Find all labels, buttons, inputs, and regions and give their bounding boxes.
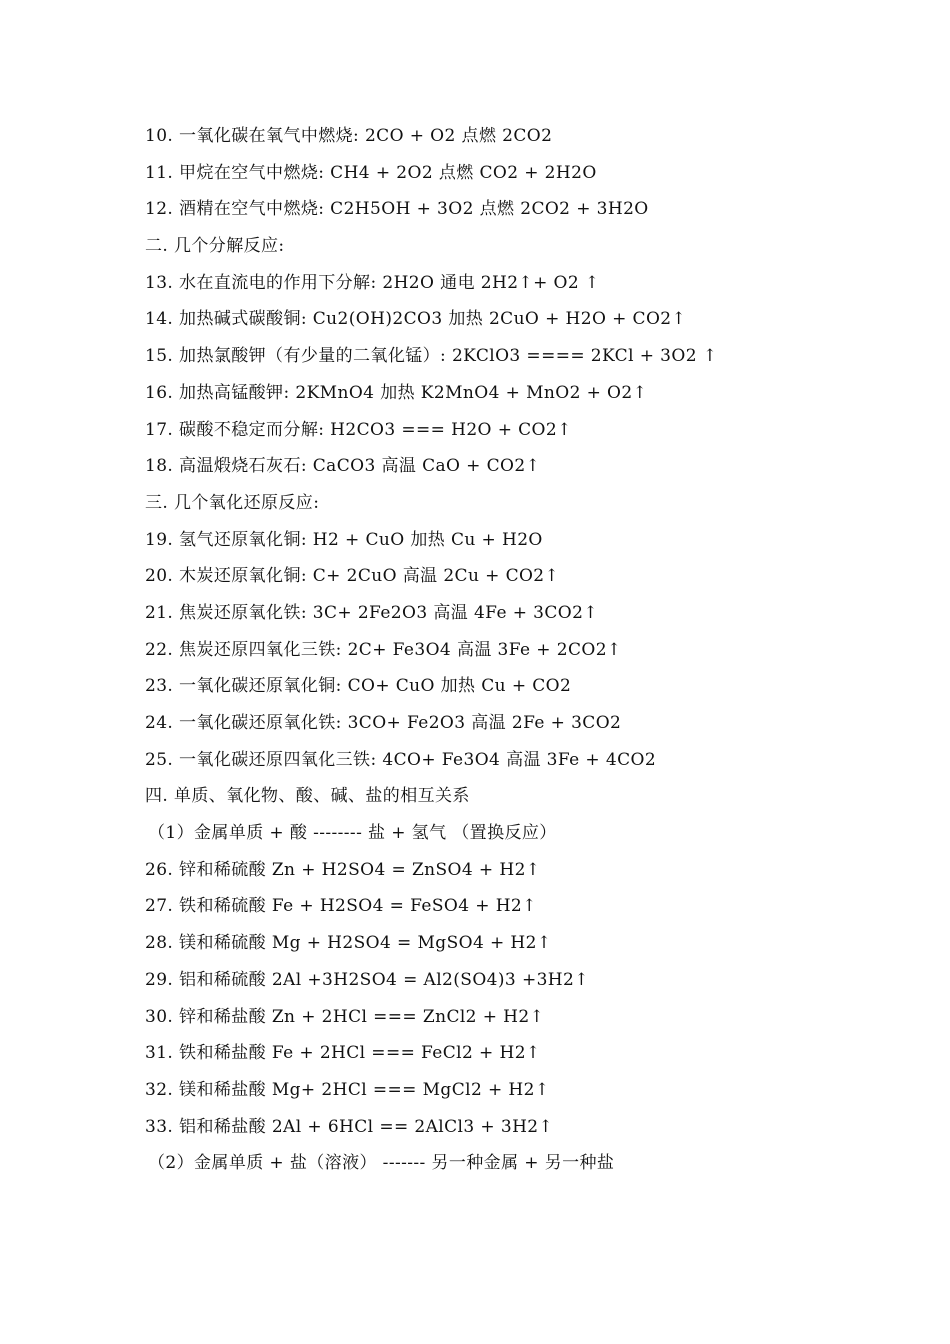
section-heading: 二. 几个分解反应: xyxy=(145,236,285,257)
text-line: 17. 碳酸不稳定而分解: H2CO3 === H2O + CO2↑ xyxy=(145,419,572,440)
text-line: 24. 一氧化碳还原氧化铁: 3CO+ Fe2O3 高温 2Fe + 3CO2 xyxy=(145,713,622,733)
text-line: 22. 焦炭还原四氧化三铁: 2C+ Fe3O4 高温 3Fe + 2CO2↑ xyxy=(145,639,622,660)
text-line: 29. 铝和稀硫酸 2Al +3H2SO4 = Al2(SO4)3 +3H2↑ xyxy=(145,969,589,990)
text-line: 23. 一氧化碳还原氧化铜: CO+ CuO 加热 Cu + CO2 xyxy=(145,676,572,697)
text-line: 26. 锌和稀硫酸 Zn + H2SO4 = ZnSO4 + H2↑ xyxy=(145,859,541,880)
section-heading: 四. 单质、氧化物、酸、碱、盐的相互关系 xyxy=(145,786,470,807)
subsection-heading: （1）金属单质 + 酸 -------- 盐 + 氢气 （置换反应） xyxy=(148,823,557,844)
subsection-heading: （2）金属单质 + 盐（溶液） ------- 另一种金属 + 另一种盐 xyxy=(148,1153,615,1174)
text-line: 20. 木炭还原氧化铜: C+ 2CuO 高温 2Cu + CO2↑ xyxy=(145,566,560,587)
text-line: 12. 酒精在空气中燃烧: C2H5OH + 3O2 点燃 2CO2 + 3H2O xyxy=(145,199,649,220)
text-line: 11. 甲烷在空气中燃烧: CH4 + 2O2 点燃 CO2 + 2H2O xyxy=(145,162,597,183)
text-line: 30. 锌和稀盐酸 Zn + 2HCl === ZnCl2 + H2↑ xyxy=(145,1006,545,1027)
text-line: 13. 水在直流电的作用下分解: 2H2O 通电 2H2↑+ O2 ↑ xyxy=(145,272,600,293)
text-line: 19. 氢气还原氧化铜: H2 + CuO 加热 Cu + H2O xyxy=(145,529,543,550)
text-line: 27. 铁和稀硫酸 Fe + H2SO4 = FeSO4 + H2↑ xyxy=(145,896,537,917)
text-line: 28. 镁和稀硫酸 Mg + H2SO4 = MgSO4 + H2↑ xyxy=(145,933,552,954)
text-line: 32. 镁和稀盐酸 Mg+ 2HCl === MgCl2 + H2↑ xyxy=(145,1079,550,1100)
text-line: 21. 焦炭还原氧化铁: 3C+ 2Fe2O3 高温 4Fe + 3CO2↑ xyxy=(145,602,598,623)
text-line: 15. 加热氯酸钾（有少量的二氧化锰）: 2KClO3 ==== 2KCl + 3O2 ↑ xyxy=(145,346,718,367)
text-line: 25. 一氧化碳还原四氧化三铁: 4CO+ Fe3O4 高温 3Fe + 4CO2 xyxy=(145,749,657,770)
text-line: 33. 铝和稀盐酸 2Al + 6HCl == 2AlCl3 + 3H2↑ xyxy=(145,1116,554,1137)
document-body xyxy=(145,118,905,1182)
text-line: 18. 高温煅烧石灰石: CaCO3 高温 CaO + CO2↑ xyxy=(145,456,541,477)
section-heading: 三. 几个氧化还原反应: xyxy=(145,492,320,513)
text-line: 10. 一氧化碳在氧气中燃烧: 2CO + O2 点燃 2CO2 xyxy=(145,126,553,146)
text-line: 14. 加热碱式碳酸铜: Cu2(OH)2CO3 加热 2CuO + H2O + CO2↑ xyxy=(145,309,687,330)
text-line: 16. 加热高锰酸钾: 2KMnO4 加热 K2MnO4 + MnO2 + O2↑ xyxy=(145,382,648,403)
text-line: 31. 铁和稀盐酸 Fe + 2HCl === FeCl2 + H2↑ xyxy=(145,1043,541,1064)
